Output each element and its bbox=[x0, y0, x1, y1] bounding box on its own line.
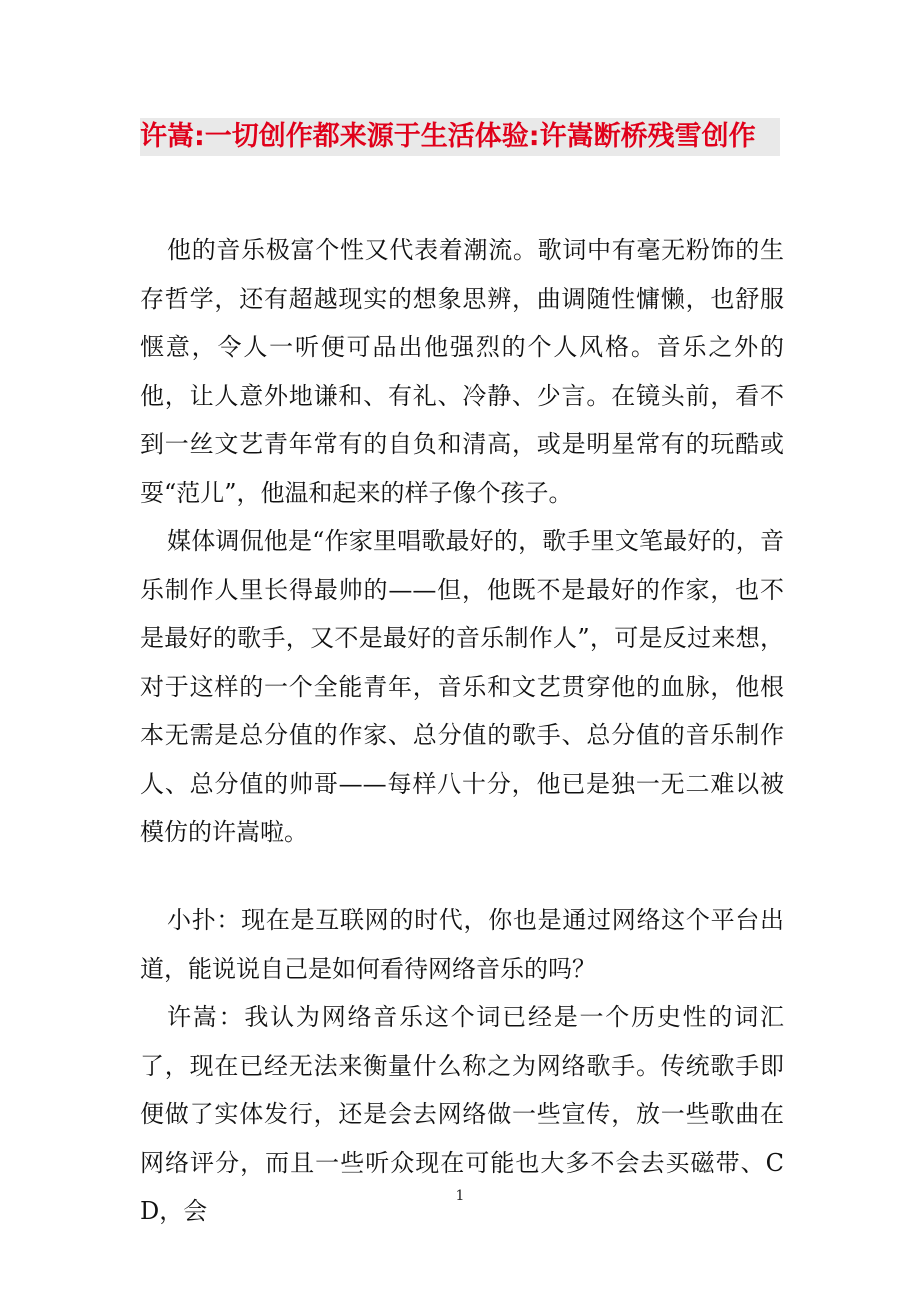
paragraph: 他的音乐极富个性又代表着潮流。歌词中有毫无粉饰的生存哲学，还有超越现实的想象思辨，曲调随性慵懒，也舒服惬意，令人一听便可品出他强烈的个人风格。音乐之外的他，让人意外地谦和、有礼、冷静、少言。在镜头前，看不到一丝文艺青年常有的自负和清高，或是明星常有的玩酷或耍“范儿”，他温和起来的样子像个孩子。 bbox=[140, 236, 784, 507]
page-number: 1 bbox=[455, 1188, 465, 1204]
paragraph: 媒体调侃他是“作家里唱歌最好的，歌手里文笔最好的，音乐制作人里长得最帅的——但，他既不是最好的作家，也不是最好的歌手，又不是最好的音乐制作人”，可是反过来想，对于这样的一个全能青年，音乐和文艺贯穿他的血脉，他根本无需是总分值的作家、总分值的歌手、总分值的音乐制作人、总分值的帅哥——每样八十分，他已是独一无二难以被模仿的许嵩啦。 bbox=[140, 527, 784, 846]
document-title: 许嵩:一切创作都来源于生活体验:许嵩断桥残雪创作 bbox=[140, 121, 756, 152]
body-section-2 bbox=[140, 896, 784, 1236]
paragraph: 小扑：现在是互联网的时代，你也是通过网络这个平台出道，能说说自己是如何看待网络音乐的吗？ bbox=[140, 906, 784, 983]
paragraph: 许嵩：我认为网络音乐这个词已经是一个历史性的词汇了，现在已经无法来衡量什么称之为网络歌手。传统歌手即便做了实体发行，还是会去网络做一些宣传，放一些歌曲在网络评分，而且一些听众现在可能也大多不会去买磁带、CD，会 bbox=[140, 1003, 784, 1225]
body-section-1 bbox=[140, 226, 784, 857]
